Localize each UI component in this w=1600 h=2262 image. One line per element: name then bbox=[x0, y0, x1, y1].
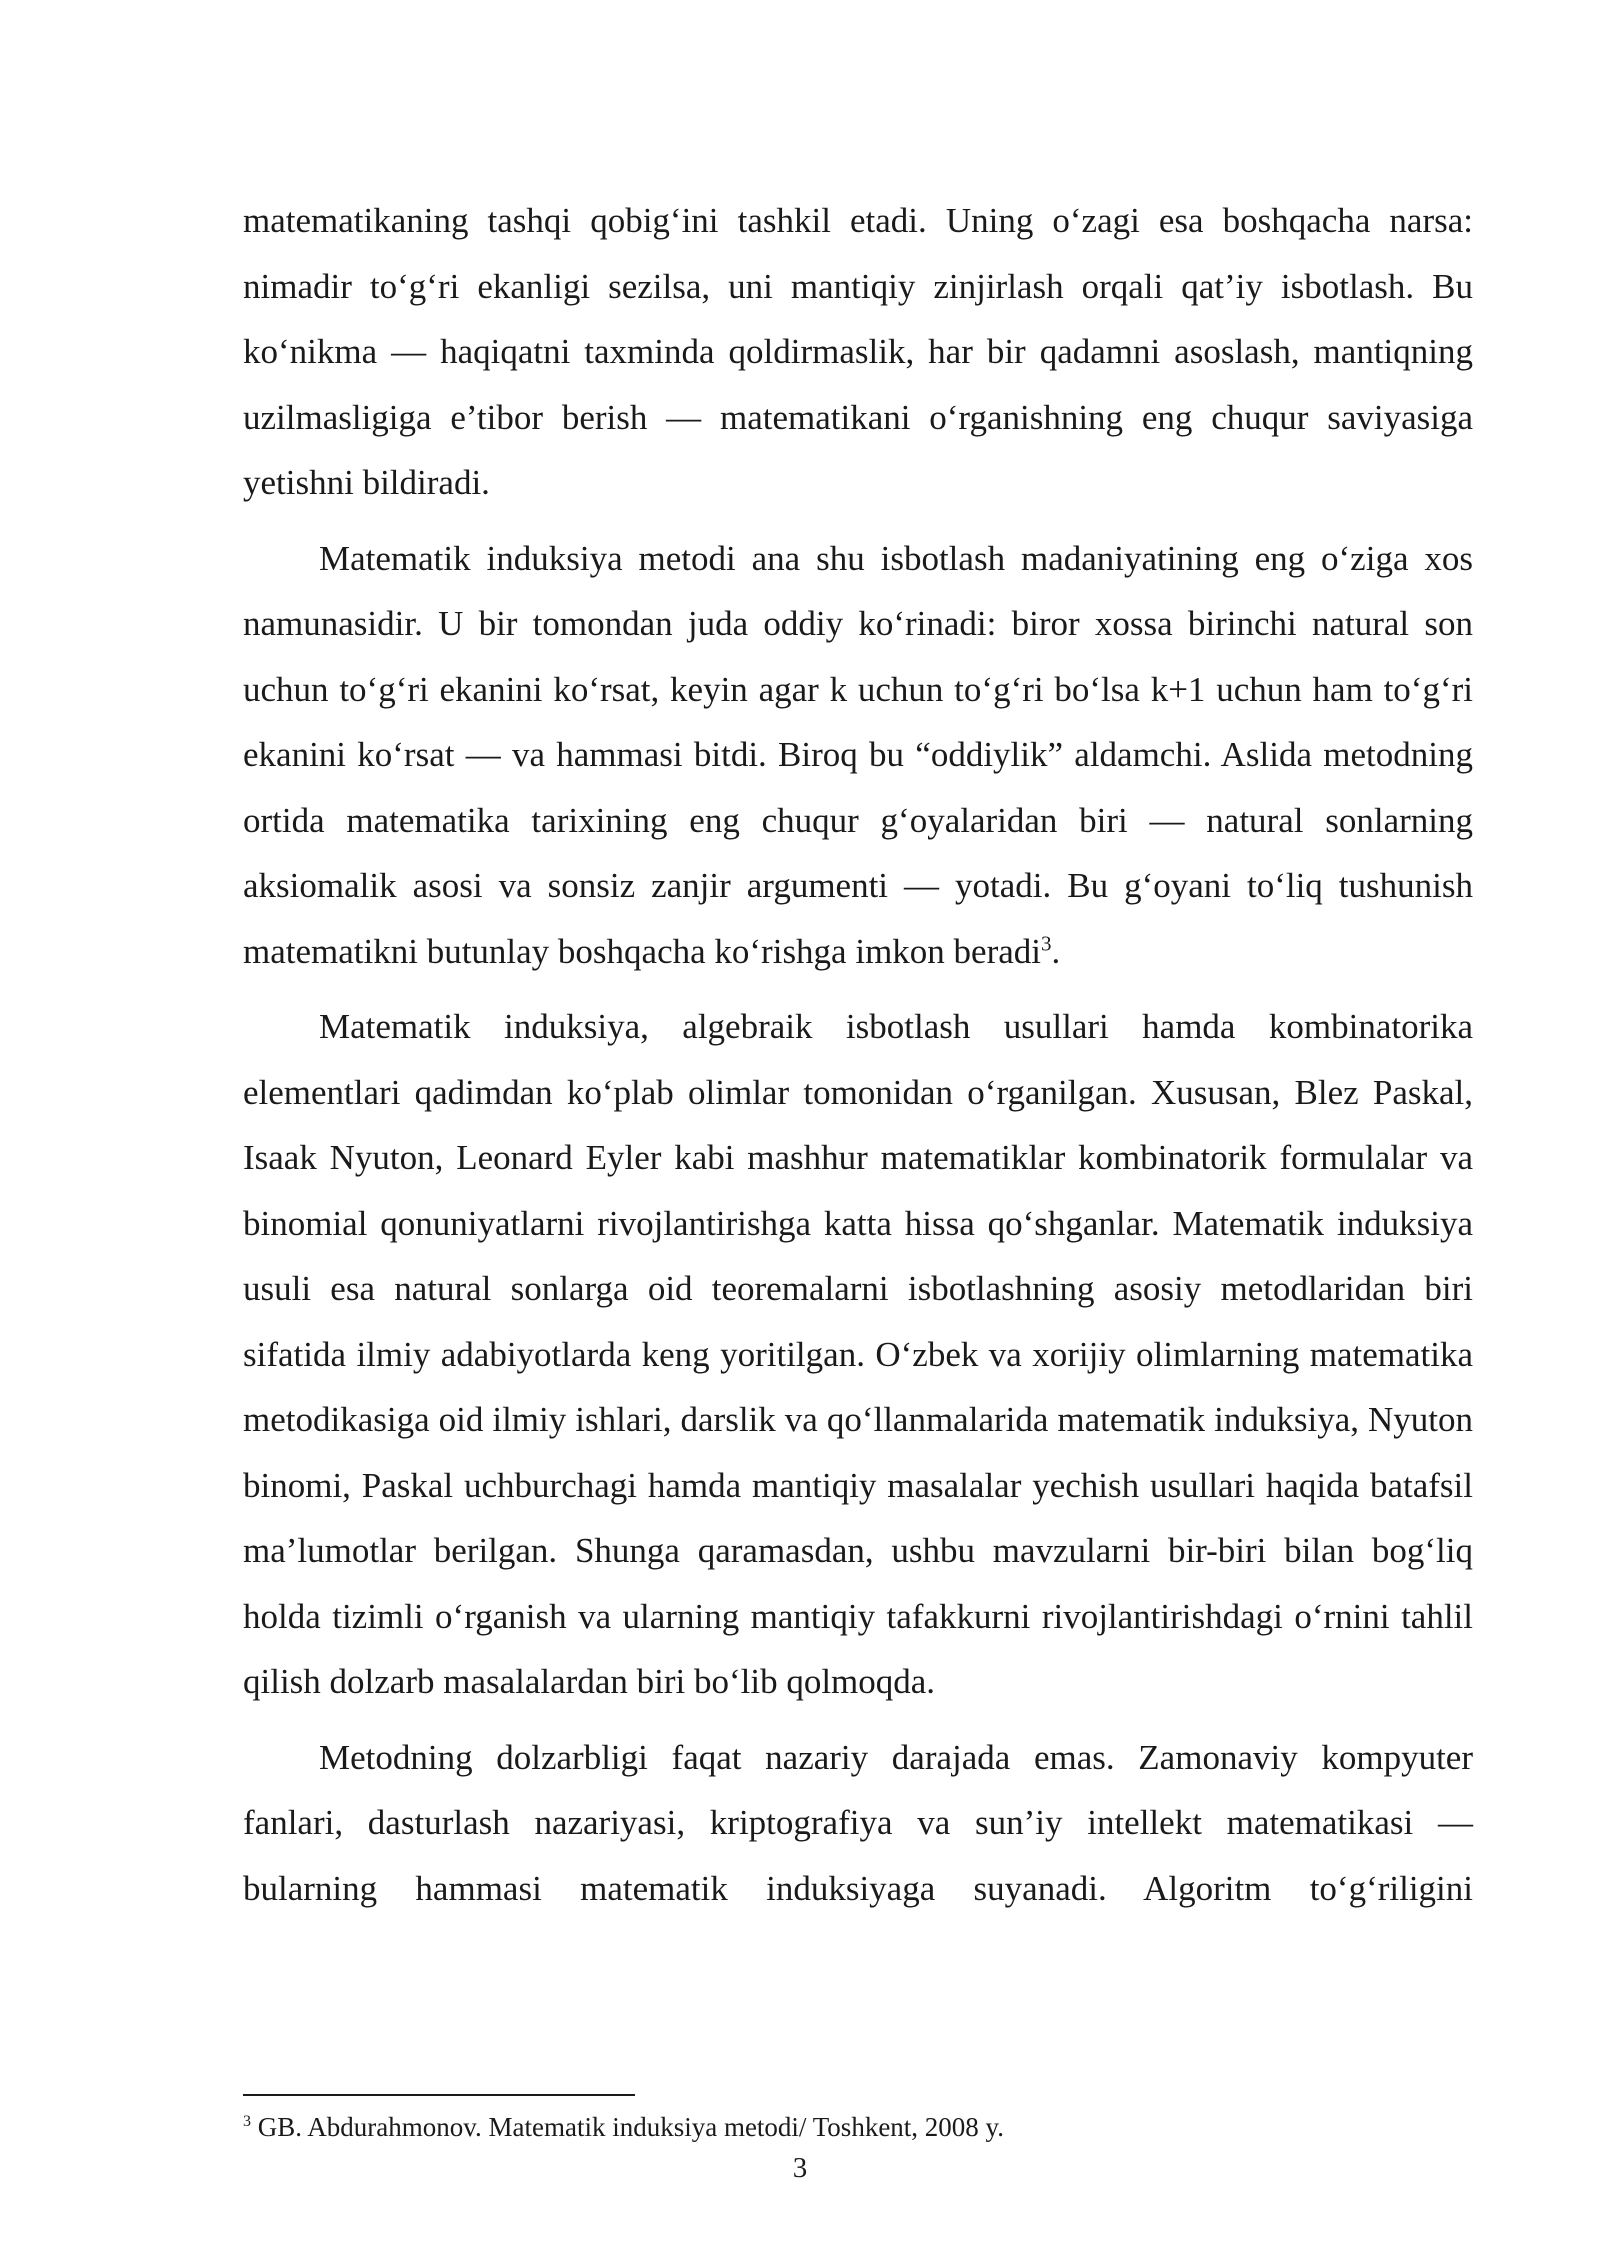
paragraph-2-trailing: . bbox=[1051, 931, 1061, 971]
footnote bbox=[243, 2110, 1473, 2144]
footnote-text: GB. Abdurahmonov. Matematik induksiya metodi/ Toshkent, 2008 y. bbox=[251, 2112, 1005, 2142]
footnote-separator bbox=[243, 2094, 635, 2096]
footnote-marker: 3 bbox=[243, 2113, 251, 2130]
paragraph-2 bbox=[243, 526, 1473, 985]
paragraph-1-text: matematikaning tashqi qobig‘ini tashkil etadi. Uning o‘zagi esa boshqacha narsa: nimadir to‘g‘ri ekanligi sezilsa, uni mantiqiy zinjirlash orqali qat’iy isbotlash. Bu ko‘nikma — haqiqatni taxminda qoldirmaslik, har bir qadamni asoslash, mantiqning uzilmasligiga e’tibor berish — matematikani o‘rganishning eng chuqur saviyasiga yetishni bildiradi. bbox=[243, 201, 1473, 502]
page-number: 3 bbox=[792, 2152, 808, 2184]
paragraph-2-text: Matematik induksiya metodi ana shu isbotlash madaniyatining eng o‘ziga xos namunasidir. U bir tomondan juda oddiy ko‘rinadi: biror xossa birinchi natural son uchun to‘g‘ri ekanini ko‘rsat, keyin agar k uchun to‘g‘ri bo‘lsa k+1 uchun ham to‘g‘ri ekanini ko‘rsat — va hammasi bitdi. Biroq bu “oddiylik” aldamchi. Aslida metodning ortida matematika tarixining eng chuqur g‘oyalaridan biri — natural sonlarning aksiomalik asosi va sonsiz zanjir argumenti — yotadi. Bu g‘oyani to‘liq tushunish matematikni butunlay boshqacha ko‘rishga imkon beradi bbox=[243, 538, 1473, 971]
paragraph-1 bbox=[243, 188, 1473, 516]
paragraph-4-text: Metodning dolzarbligi faqat nazariy darajada emas. Zamonaviy kompyuter fanlari, dasturlash nazariyasi, kriptografiya va sun’iy intellekt matematikasi — bularning hammasi matematik induksiyaga suyanadi. Algoritm to‘g‘riligini bbox=[243, 1737, 1473, 1908]
body-text bbox=[243, 188, 1473, 1931]
paragraph-3-text: Matematik induksiya, algebraik isbotlash usullari hamda kombinatorika elementlari qadimdan ko‘plab olimlar tomonidan o‘rganilgan. Xususan, Blez Paskal, Isaak Nyuton, Leonard Eyler kabi mashhur matematiklar kombinatorik formulalar va binomial qonuniyatlarni rivojlantirishga katta hissa qo‘shganlar. Matematik induksiya usuli esa natural sonlarga oid teoremalarni isbotlashning asosiy metodlaridan biri sifatida ilmiy adabiyotlarda keng yoritilgan. O‘zbek va xorijiy olimlarning matematika metodikasiga oid ilmiy ishlari, darslik va qo‘llanmalarida matematik induksiya, Nyuton binomi, Paskal uchburchagi hamda mantiqiy masalalar yechish usullari haqida batafsil ma’lumotlar berilgan. Shunga qaramasdan, ushbu mavzularni bir-biri bilan bog‘liq holda tizimli o‘rganish va ularning mantiqiy tafakkurni rivojlantirishdagi o‘rnini tahlil qilish dolzarb masalalardan biri bo‘lib qolmoqda. bbox=[243, 1007, 1473, 1701]
paragraph-4 bbox=[243, 1725, 1473, 1922]
footnote-reference[interactable]: 3 bbox=[1041, 930, 1052, 955]
paragraph-3 bbox=[243, 994, 1473, 1715]
